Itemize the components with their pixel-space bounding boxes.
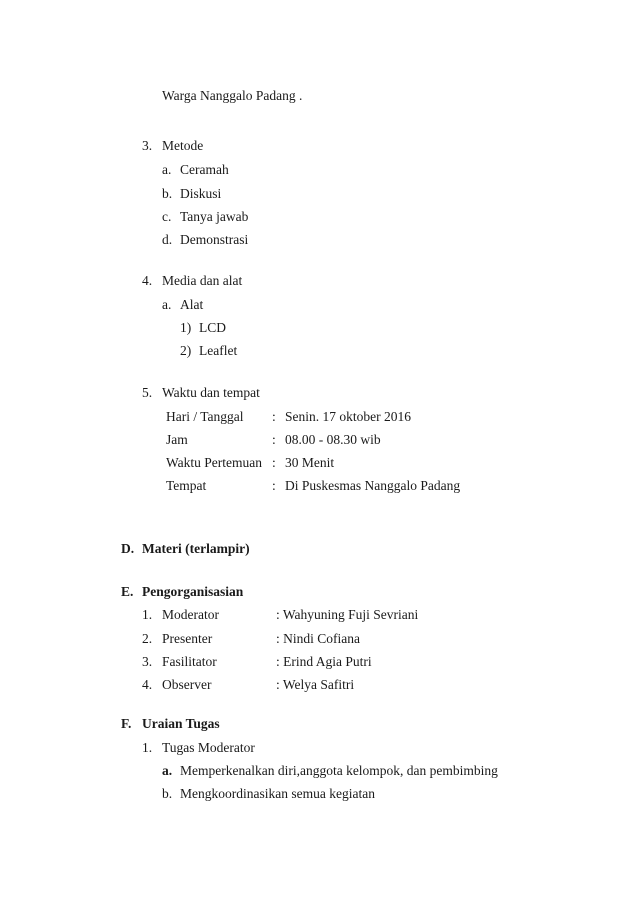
metode-item-label: Demonstrasi bbox=[180, 232, 249, 247]
media-item-number: 2) bbox=[180, 343, 192, 358]
uraian-sub-number: 1. bbox=[142, 740, 153, 755]
metode-item-letter: a. bbox=[162, 162, 172, 177]
waktu-row-value: Di Puskesmas Nanggalo Padang bbox=[285, 478, 461, 493]
waktu-row-separator: : bbox=[272, 455, 276, 470]
media-item-label: Leaflet bbox=[199, 343, 238, 358]
waktu-row-value: 08.00 - 08.30 wib bbox=[285, 432, 381, 447]
waktu-row-separator: : bbox=[272, 432, 276, 447]
metode-item-letter: d. bbox=[162, 232, 173, 247]
pengorganisasian-heading: Pengorganisasian bbox=[142, 584, 244, 599]
org-row-number: 4. bbox=[142, 677, 153, 692]
metode-number: 3. bbox=[142, 138, 153, 153]
uraian-item-text: Memperkenalkan diri,anggota kelompok, dan pembimbing bbox=[180, 763, 498, 778]
org-row-number: 3. bbox=[142, 654, 153, 669]
metode-item-label: Tanya jawab bbox=[180, 209, 249, 224]
intro-text: Warga Nanggalo Padang . bbox=[162, 88, 303, 103]
waktu-title: Waktu dan tempat bbox=[162, 385, 260, 400]
waktu-row-label: Hari / Tanggal bbox=[166, 409, 244, 424]
media-title: Media dan alat bbox=[162, 273, 243, 288]
materi-letter: D. bbox=[121, 541, 135, 556]
metode-item-letter: c. bbox=[162, 209, 172, 224]
materi-heading: Materi (terlampir) bbox=[142, 541, 250, 556]
waktu-row-value: Senin. 17 oktober 2016 bbox=[285, 409, 411, 424]
media-item-number: 1) bbox=[180, 320, 192, 335]
org-row-number: 1. bbox=[142, 607, 153, 622]
org-row-name: : Nindi Cofiana bbox=[276, 631, 360, 646]
waktu-row-value: 30 Menit bbox=[285, 455, 335, 470]
metode-item-letter: b. bbox=[162, 186, 173, 201]
uraian-item-text: Mengkoordinasikan semua kegiatan bbox=[180, 786, 375, 801]
org-row-number: 2. bbox=[142, 631, 153, 646]
org-row-role: Fasilitator bbox=[162, 654, 217, 669]
waktu-number: 5. bbox=[142, 385, 153, 400]
org-row-name: : Wahyuning Fuji Sevriani bbox=[276, 607, 419, 622]
waktu-row-separator: : bbox=[272, 478, 276, 493]
uraian-letter: F. bbox=[121, 716, 132, 731]
media-sub-letter: a. bbox=[162, 297, 172, 312]
org-row-name: : Welya Safitri bbox=[276, 677, 355, 692]
media-number: 4. bbox=[142, 273, 153, 288]
media-sub-label: Alat bbox=[180, 297, 204, 312]
metode-item-label: Diskusi bbox=[180, 186, 222, 201]
uraian-heading: Uraian Tugas bbox=[142, 716, 220, 731]
uraian-item-letter: a. bbox=[162, 763, 173, 778]
org-row-name: : Erind Agia Putri bbox=[276, 654, 372, 669]
waktu-row-label: Jam bbox=[166, 432, 188, 447]
pengorganisasian-letter: E. bbox=[121, 584, 134, 599]
org-row-role: Presenter bbox=[162, 631, 213, 646]
waktu-row-separator: : bbox=[272, 409, 276, 424]
waktu-row-label: Tempat bbox=[166, 478, 207, 493]
org-row-role: Moderator bbox=[162, 607, 219, 622]
uraian-sub-title: Tugas Moderator bbox=[162, 740, 255, 755]
media-item-label: LCD bbox=[199, 320, 226, 335]
metode-title: Metode bbox=[162, 138, 204, 153]
metode-item-label: Ceramah bbox=[180, 162, 229, 177]
org-row-role: Observer bbox=[162, 677, 212, 692]
uraian-item-letter: b. bbox=[162, 786, 173, 801]
waktu-row-label: Waktu Pertemuan bbox=[166, 455, 263, 470]
